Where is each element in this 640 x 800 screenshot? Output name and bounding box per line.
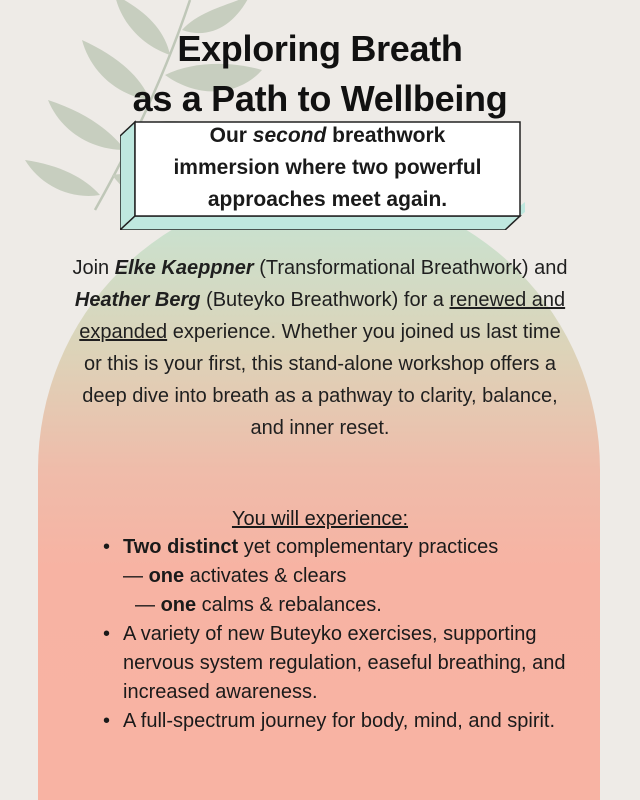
bullet-icon: • [103,710,111,732]
experience-list [103,533,603,736]
intro-paragraph: Join Elke Kaeppner (Transformational Breathwork) and Heather Berg (Buteyko Breathwork) for a renewed and expanded experience. Whether you joined us last time or this is your first, this stand-alone workshop offers a deep dive into breath as a pathway to clarity, balance, and inner reset. [72,257,568,439]
callout-line-3: approaches meet again. [207,188,448,211]
title-line-1: Exploring Breath [177,28,463,69]
title-line-2: as a Path to Wellbeing [132,78,508,119]
sub-item-calms: — one calms & rebalances. [135,594,382,616]
experience-heading: You will experience: [231,508,409,530]
list-item: • A variety of new Buteyko exercises, supporting nervous system regulation, easeful breathing, and increased awareness. [103,620,603,707]
bullet-icon: • [103,623,111,645]
list-item: • Two distinct yet complementary practices — one activates & clears — one calms & rebalances. [103,533,603,620]
presenter-name-1: Elke Kaeppner [114,257,254,279]
page-title [0,24,640,124]
presenter-name-2: Heather Berg [74,289,201,311]
callout-line-1: Our second breathwork [209,124,446,147]
callout-emphasis: second [252,124,327,147]
renewed-expanded-highlight: renewed and expanded [79,289,566,343]
callout-box [135,120,520,216]
list-item: • A full-spectrum journey for body, mind, and spirit. [103,707,603,736]
sub-item-activates: — one activates & clears [123,565,347,587]
bullet-icon: • [103,536,111,558]
callout-line-2: immersion where two powerful [173,156,482,179]
